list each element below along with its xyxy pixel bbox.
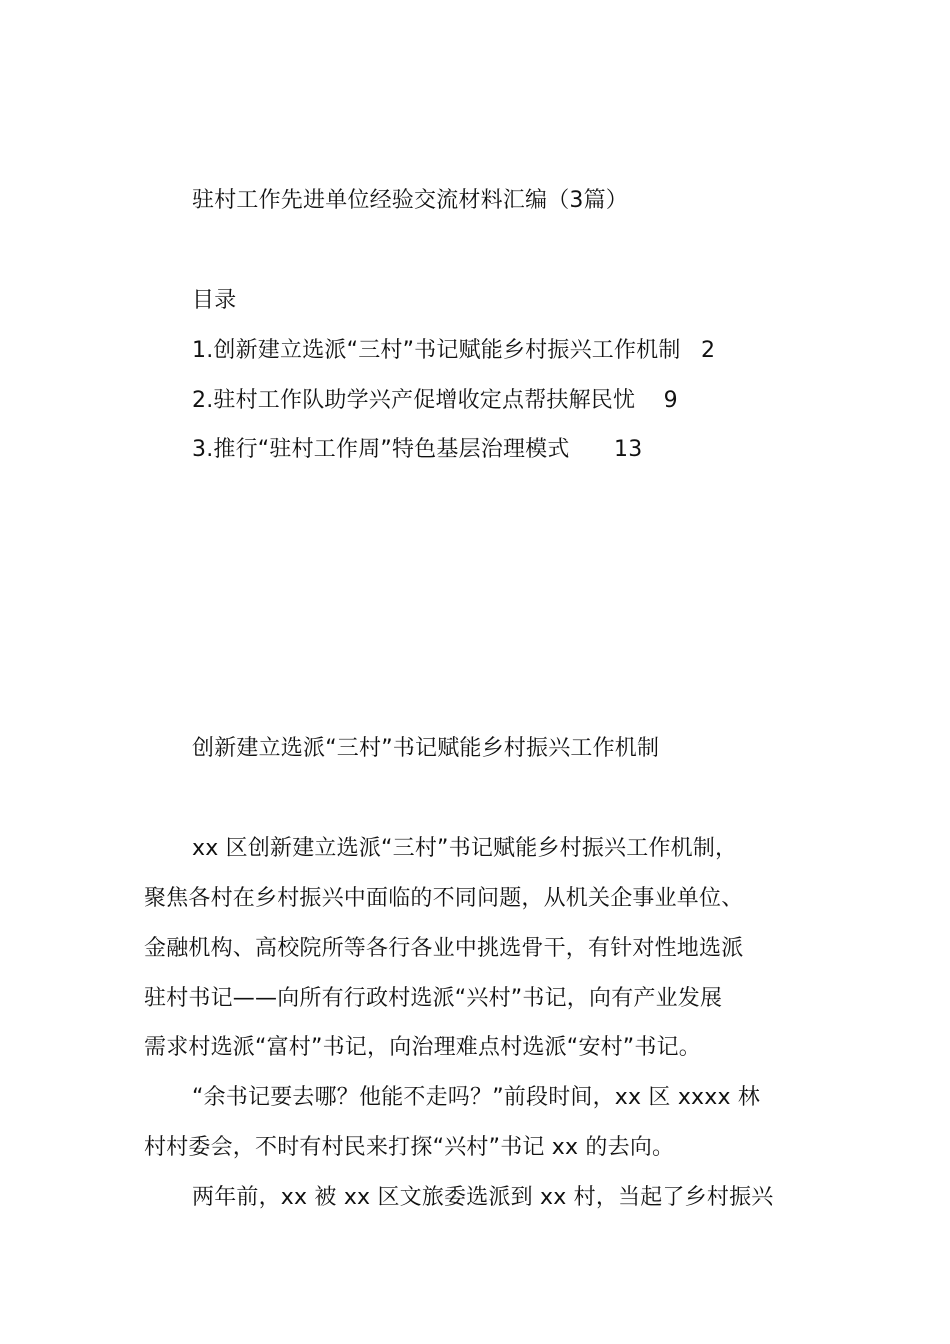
toc-heading: 目录	[192, 288, 237, 313]
body-line: xx 区创新建立选派“三村”书记赋能乡村振兴工作机制，	[192, 836, 738, 861]
body-line: 两年前，xx 被 xx 区文旅委选派到 xx 村，当起了乡村振兴	[192, 1185, 774, 1210]
section-title: 创新建立选派“三村”书记赋能乡村振兴工作机制	[192, 736, 660, 761]
toc-item[interactable]	[192, 336, 715, 366]
body-line: “余书记要去哪？他能不走吗？”前段时间，xx 区 xxxx 林	[192, 1085, 761, 1110]
toc-item-page: 2	[701, 338, 716, 363]
body-line: 村村委会，不时有村民来打探“兴村”书记 xx 的去向。	[144, 1135, 675, 1160]
body-line: 金融机构、高校院所等各行各业中挑选骨干，有针对性地选派	[144, 936, 744, 961]
body-line: 聚焦各村在乡村振兴中面临的不同问题，从机关企事业单位、	[144, 886, 744, 911]
toc-item-label: 1.创新建立选派“三村”书记赋能乡村振兴工作机制	[192, 338, 681, 363]
toc-item-page: 9	[663, 388, 678, 413]
toc-item-label: 2.驻村工作队助学兴产促增收定点帮扶解民忧	[192, 388, 636, 413]
toc-item[interactable]	[192, 435, 642, 465]
document-title: 驻村工作先进单位经验交流材料汇编（3篇）	[192, 188, 628, 213]
toc-item[interactable]	[192, 386, 678, 416]
body-line: 需求村选派“富村”书记，向治理难点村选派“安村”书记。	[144, 1035, 701, 1060]
body-line: 驻村书记——向所有行政村选派“兴村”书记，向有产业发展	[144, 986, 723, 1011]
toc-item-page: 13	[614, 437, 643, 462]
toc-item-label: 3.推行“驻村工作周”特色基层治理模式	[192, 437, 570, 462]
